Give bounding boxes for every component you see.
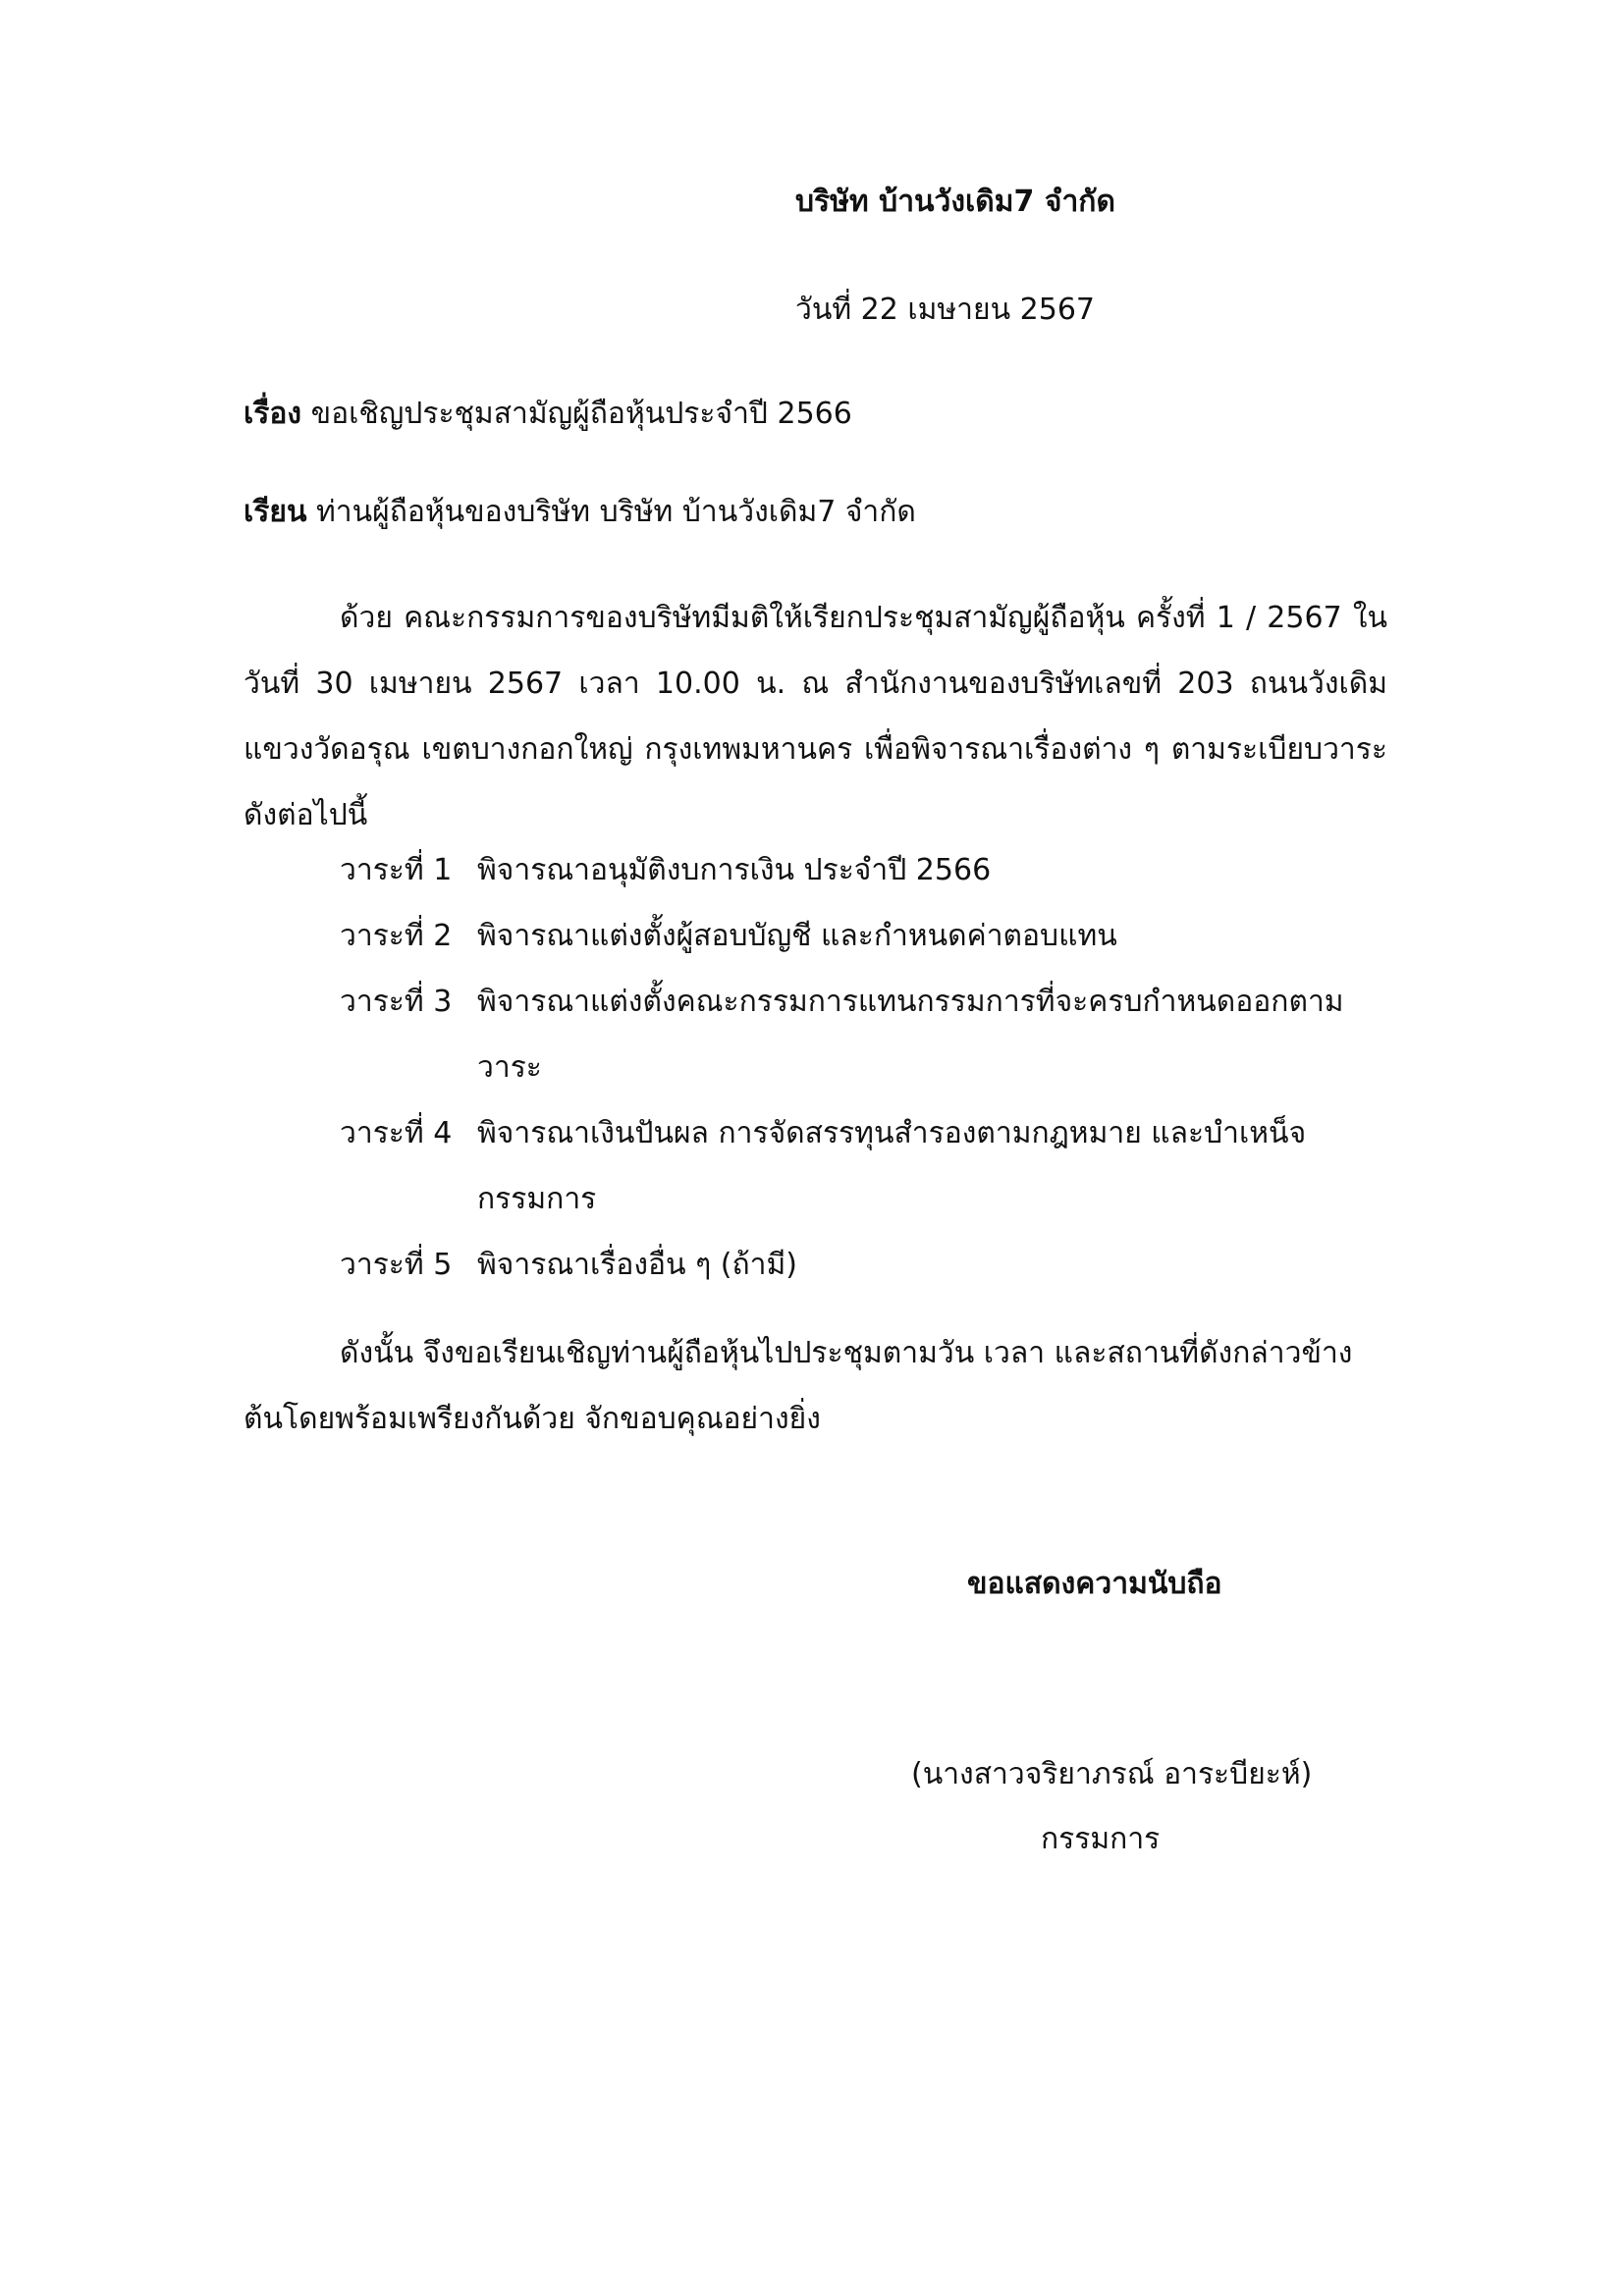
agenda-number: วาระที่ 2 [340, 919, 453, 953]
agenda-item [340, 1232, 1390, 1298]
agenda-text: พิจารณาอนุมัติงบการเงิน ประจำปี 2566 [477, 853, 992, 887]
agenda-text: พิจารณาแต่งตั้งผู้สอบบัญชี และกำหนดค่าตอบแทน [477, 919, 1117, 953]
salutation-line [244, 489, 916, 535]
company-name: บริษัท บ้านวังเดิม7 จำกัด [795, 185, 1115, 219]
subject-text: ขอเชิญประชุมสามัญผู้ถือหุ้นประจำปี 2566 [301, 397, 852, 431]
agenda-item [340, 969, 1390, 1100]
closing-paragraph: ดังนั้น จึงขอเรียนเชิญท่านผู้ถือหุ้นไปประชุมตามวัน เวลา และสถานที่ดังกล่าวข้างต้นโดยพร้อมเพรียงกันด้วย จักขอบคุณอย่างยิ่ง [244, 1336, 1353, 1436]
agenda-number: วาระที่ 3 [340, 985, 453, 1019]
letter-date: วันที่ 22 เมษายน 2567 [795, 293, 1095, 327]
agenda-number: วาระที่ 5 [340, 1248, 453, 1282]
agenda-item [340, 1100, 1390, 1232]
agenda-text: พิจารณาเรื่องอื่น ๆ (ถ้ามี) [477, 1248, 797, 1282]
agenda-item [340, 837, 1390, 903]
agenda-text: พิจารณาแต่งตั้งคณะกรรมการแทนกรรมการที่จะครบกำหนดออกตามวาระ [477, 985, 1344, 1085]
subject-label: เรื่อง [244, 397, 302, 431]
subject-line [244, 391, 852, 437]
salutation-text: ท่านผู้ถือหุ้นของบริษัท บริษัท บ้านวังเดิม7 จำกัด [306, 495, 916, 529]
closing-regards: ขอแสดงความนับถือ [967, 1567, 1222, 1601]
agenda-item [340, 903, 1390, 969]
agenda-number: วาระที่ 4 [340, 1116, 453, 1150]
signer-title: กรรมการ [1041, 1822, 1161, 1856]
salutation-label: เรียน [244, 495, 307, 529]
body-paragraph: ด้วย คณะกรรมการของบริษัทมีมติให้เรียกประชุมสามัญผู้ถือหุ้น ครั้งที่ 1 / 2567 ในวันที่ 30 เมษายน 2567 เวลา 10.00 น. ณ สำนักงานของบริษัทเลขที่ 203 ถนนวังเดิม แขวงวัดอรุณ เขตบางกอกใหญ่ กรุงเทพมหานคร เพื่อพิจารณาเรื่องต่าง ๆ ตามระเบียบวาระดังต่อไปนี้ [244, 601, 1387, 832]
signer-name: (นางสาวจริยาภรณ์ อาระบียะห์) [911, 1757, 1313, 1791]
agenda-text: พิจารณาเงินปันผล การจัดสรรทุนสำรองตามกฎหมาย และบำเหน็จกรรมการ [477, 1116, 1307, 1216]
agenda-number: วาระที่ 1 [340, 853, 453, 887]
